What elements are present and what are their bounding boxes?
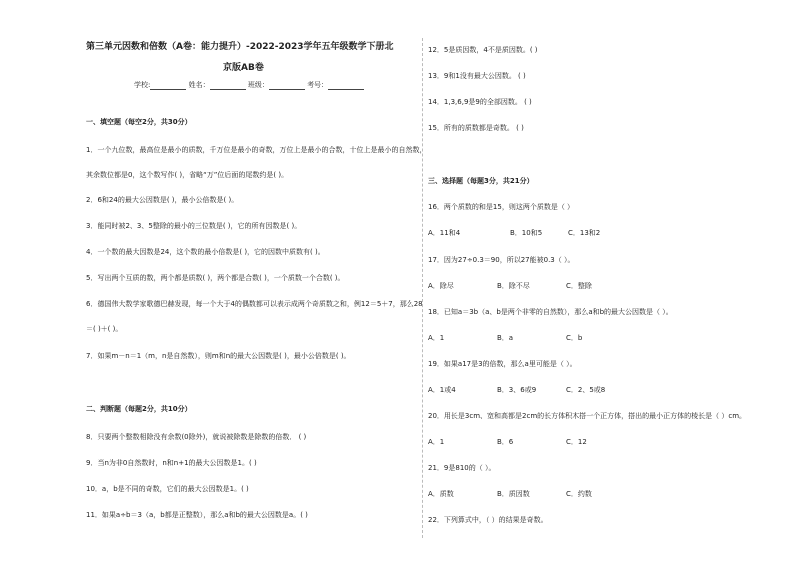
option-19-b[interactable]: B．3、6或9 — [497, 386, 537, 394]
question-2: 2．6和24的最大公因数是( )，最小公倍数是( )。 — [86, 196, 239, 204]
option-21-a[interactable]: A．质数 — [428, 490, 454, 498]
question-1-line2: 其余数位都是0，这个数写作( )，省略“万”位后面的尾数约是( )。 — [86, 171, 289, 179]
id-label: 考号： — [307, 81, 329, 89]
question-15: 15．所有的质数都是奇数。 ( ) — [428, 124, 524, 132]
exam-title-line2: 京版AB卷 — [223, 63, 264, 73]
question-6-line1: 6．德国伟大数学家歌德巴赫发现，每一个大于4的偶数都可以表示成两个奇质数之和，例12＝5＋7，那么28 — [86, 300, 423, 308]
class-label: 班级： — [247, 81, 269, 89]
question-21: 21．9是810的（ ）。 — [428, 464, 496, 472]
question-8: 8．只要两个整数相除没有余数(0除外)，就说被除数是除数的倍数． ( ) — [86, 433, 307, 441]
name-blank[interactable] — [210, 82, 246, 90]
option-16-c[interactable]: C．13和2 — [568, 229, 601, 237]
option-20-a[interactable]: A．1 — [428, 438, 445, 446]
id-blank[interactable] — [328, 82, 364, 90]
school-label: 学校: — [134, 81, 151, 89]
question-16: 16．两个质数的和是15，则这两个质数是（ ） — [428, 203, 575, 211]
option-18-a[interactable]: A．1 — [428, 334, 445, 342]
section-true-false-heading: 二、判断题（每题2分，共10分） — [86, 405, 192, 413]
column-divider — [422, 38, 423, 538]
option-20-c[interactable]: C．12 — [566, 438, 587, 446]
question-9: 9．当n为非0自然数时，n和n+1的最大公因数是1。( ) — [86, 459, 257, 467]
section-fill-blank-heading: 一、填空题（每空2分，共30分） — [86, 118, 192, 126]
option-17-b[interactable]: B．除不尽 — [497, 282, 530, 290]
question-20: 20．用长是3cm、宽和高都是2cm的长方体积木搭一个正方体，搭出的最小正方体的棱长是（ ）cm。 — [428, 412, 747, 420]
option-16-b[interactable]: B．10和5 — [510, 229, 543, 237]
option-20-b[interactable]: B．6 — [497, 438, 514, 446]
question-11: 11．如果a÷b＝3（a，b都是正整数），那么a和b的最大公因数是a。( ) — [86, 511, 308, 519]
class-blank[interactable] — [269, 82, 305, 90]
question-19: 19．如果a17是3的倍数，那么a里可能是（ ）。 — [428, 360, 577, 368]
student-info-row — [134, 81, 364, 90]
option-17-c[interactable]: C．整除 — [566, 282, 592, 290]
option-19-c[interactable]: C．2、5或8 — [566, 386, 606, 394]
option-21-b[interactable]: B．质因数 — [497, 490, 530, 498]
question-14: 14．1,3,6,9是9的全部因数。 ( ) — [428, 98, 532, 106]
question-22: 22．下列算式中，（ ）的结果是奇数。 — [428, 516, 548, 524]
question-10: 10．a，b是不同的奇数，它们的最大公因数是1。( ) — [86, 485, 249, 493]
exam-title-line1: 第三单元因数和倍数（A卷：能力提升）-2022-2023学年五年级数学下册北 — [86, 42, 394, 52]
question-17: 17．因为27÷0.3＝90，所以27能被0.3（ ）。 — [428, 256, 575, 264]
option-17-a[interactable]: A．除尽 — [428, 282, 454, 290]
question-3: 3．能同时被2、3、5整除的最小的三位数是( )，它的所有因数是( )。 — [86, 222, 302, 230]
question-1-line1: 1．一个九位数，最高位是最小的质数，千万位是最小的奇数，万位上是最小的合数，十位上是最小的自然数， — [86, 146, 427, 154]
school-blank[interactable] — [150, 82, 186, 90]
option-19-a[interactable]: A．1或4 — [428, 386, 456, 394]
name-label: 姓名： — [188, 81, 210, 89]
question-12: 12．5是质因数，4不是质因数。( ) — [428, 46, 538, 54]
option-18-b[interactable]: B．a — [497, 334, 514, 342]
question-13: 13．9和1没有最大公因数。 ( ) — [428, 72, 526, 80]
option-16-a[interactable]: A．11和4 — [428, 229, 461, 237]
section-choice-heading: 三、选择题（每题3分，共21分） — [428, 177, 534, 185]
option-21-c[interactable]: C．约数 — [566, 490, 592, 498]
question-6-line2: ＝( )＋( )。 — [86, 325, 123, 333]
question-18: 18．已知a＝3b（a、b是两个非零的自然数），那么a和b的最大公因数是（ ）。 — [428, 308, 673, 316]
question-5: 5．写出两个互质的数，两个都是质数( )，两个都是合数( )，一个质数一个合数( )。 — [86, 274, 345, 282]
question-4: 4．一个数的最大因数是24，这个数的最小倍数是( )，它的因数中质数有( )。 — [86, 248, 325, 256]
question-7: 7．如果m－n＝1（m，n是自然数），则m和n的最大公因数是( )，最小公倍数是( )。 — [86, 352, 351, 360]
option-18-c[interactable]: C．b — [566, 334, 583, 342]
